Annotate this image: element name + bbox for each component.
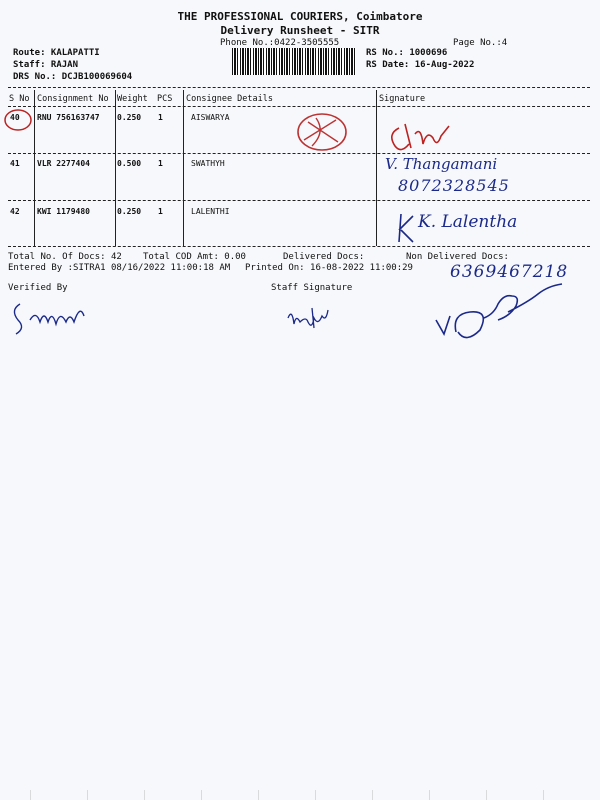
column-divider <box>376 90 377 246</box>
row-sno: 41 <box>10 159 20 168</box>
row-consignee: LALENTHI <box>191 207 230 216</box>
rs-date: RS Date: 16-Aug-2022 <box>366 60 475 70</box>
row-weight: 0.500 <box>117 159 142 168</box>
row-consignment: RNU 756163747 <box>37 113 100 122</box>
verified-by-label: Verified By <box>8 283 68 293</box>
header-consignee: Consignee Details <box>186 94 273 104</box>
delivered-docs: Delivered Docs: <box>283 252 365 262</box>
row-pcs: 1 <box>158 113 163 122</box>
row-pcs: 1 <box>158 207 163 216</box>
row-pcs: 1 <box>158 159 163 168</box>
runsheet-title: Delivery Runsheet - SITR <box>220 24 380 37</box>
company-title: THE PROFESSIONAL COURIERS, Coimbatore <box>177 10 423 23</box>
row-sno: 42 <box>10 207 20 216</box>
header-signature: Signature <box>379 94 426 104</box>
signature-row-40 <box>385 118 455 158</box>
header-pcs: PCS <box>157 94 173 104</box>
staff: Staff: RAJAN <box>13 60 79 70</box>
rs-number: RS No.: 1000696 <box>366 48 448 58</box>
page-number: Page No.:4 <box>453 38 508 48</box>
total-docs: Total No. Of Docs: 42 <box>8 252 122 262</box>
entered-by: Entered By :SITRA1 08/16/2022 11:00:18 AM <box>8 263 231 273</box>
handwritten-phone: 6369467218 <box>450 262 569 282</box>
circle-mark-icon <box>2 108 36 134</box>
row-rule <box>8 200 590 201</box>
row-consignment: KWI 1179480 <box>37 207 90 216</box>
total-cod: Total COD Amt: 0.00 <box>143 252 246 262</box>
verified-by-signature <box>8 296 98 336</box>
row-weight: 0.250 <box>117 113 142 122</box>
column-divider <box>183 90 184 246</box>
signature-row-42-text: K. Lalentha <box>418 212 518 232</box>
row-sno: 40 <box>10 113 20 122</box>
row-consignee: AISWARYA <box>191 113 230 122</box>
staff-signature-label: Staff Signature <box>271 283 353 293</box>
signature-row-41-phone: 8072328545 <box>398 176 510 195</box>
phone-number: Phone No.:0422-3505555 <box>220 38 340 48</box>
column-divider <box>115 90 116 246</box>
header-consignment: Consignment No <box>37 94 109 104</box>
row-consignment: VLR 2277404 <box>37 159 90 168</box>
header-sno: S No <box>9 94 30 104</box>
non-delivered-docs: Non Delivered Docs: <box>406 252 509 262</box>
drs-number: DRS No.: DCJB100069604 <box>13 72 133 82</box>
scan-edge <box>0 790 600 800</box>
printed-on: Printed On: 16-08-2022 11:00:29 <box>245 263 413 273</box>
staff-signature <box>282 300 352 336</box>
consignee-signature-scribble <box>290 110 360 156</box>
row-consignee: SWATHYH <box>191 159 225 168</box>
barcode <box>232 48 356 75</box>
signature-row-41-name: V. Thangamani <box>385 155 498 173</box>
table-top-rule <box>8 87 590 88</box>
header-weight: Weight <box>117 94 148 104</box>
receiver-signature <box>430 282 570 348</box>
row-weight: 0.250 <box>117 207 142 216</box>
header-rule <box>8 106 590 107</box>
route: Route: KALAPATTI <box>13 48 100 58</box>
